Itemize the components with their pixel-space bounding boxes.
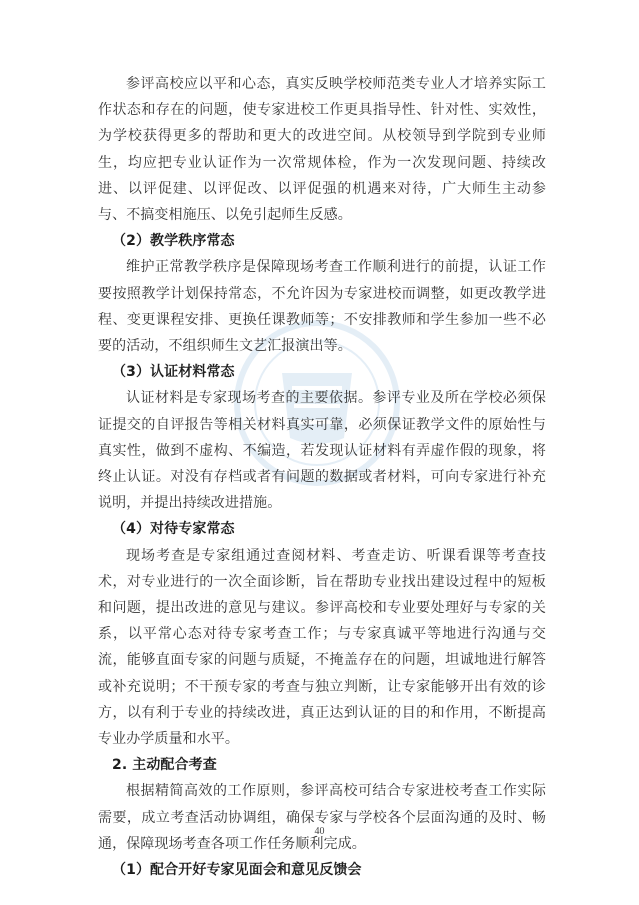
heading-teaching-order: （2）教学秩序常态 — [112, 233, 235, 250]
document-body — [98, 71, 546, 883]
paragraph-mindset: 参评高校应以平和心态，真实反映学校师范类专业人才培养实际工作状态和存在的问题，使专家进校工作更具指导性、针对性、实效性，为学校获得更多的帮助和更大的改进空间。从校领导到学院到专业师生，均应把专业认证作为一次常规体检，作为一次发现问题、持续改进、以评促建、以评促改、以评促强的机遇来对待，广大师生主动参与、不搞变相施压、以免引起师生反感。 — [98, 76, 546, 224]
heading-meeting: （1）配合开好专家见面会和意见反馈会 — [112, 862, 362, 879]
heading-materials: （3）认证材料常态 — [112, 364, 235, 381]
paragraph-teaching-order: 维护正常教学秩序是保障现场考查工作顺利进行的前提，认证工作要按照教学计划保持常态，不允许因为专家进校而调整，如更改教学进程、变更课程安排、更换任课教师等；不安排教师和学生参加一些不必要的活动，不组织师生文艺汇报演出等。 — [98, 259, 546, 355]
heading-experts: （4）对待专家常态 — [112, 521, 235, 538]
paragraph-cooperate: 根据精简高效的工作原则，参评高校可结合专家进校考查工作实际需要，成立考查活动协调组，确保专家与学校各个层面沟通的及时、畅通，保障现场考查各项工作任务顺利完成。 — [98, 783, 546, 852]
paragraph-materials: 认证材料是专家现场考查的主要依据。参评专业及所在学校必须保证提交的自评报告等相关材料真实可靠，必须保证教学文件的原始性与真实性，做到不虚构、不编造，若发现认证材料有弄虚作假的现象，将终止认证。对没有存档或者有问题的数据或者材料，可向专家进行补充说明，并提出持续改进措施。 — [98, 390, 546, 512]
heading-cooperate: 2. 主动配合考查 — [112, 757, 217, 774]
page-number: 40 — [314, 826, 325, 837]
paragraph-experts: 现场考查是专家组通过查阅材料、考查走访、听课看课等考查技术，对专业进行的一次全面诊断，旨在帮助专业找出建设过程中的短板和问题，提出改进的意见与建议。参评高校和专业要处理好与专家的关系，以平常心态对待专家考查工作；与专家真诚平等地进行沟通与交流，能够直面专家的问题与质疑，不掩盖存在的问题，坦诚地进行解答或补充说明；不干预专家的考查与独立判断，让专家能够开出有效的诊方，以有利于专业的持续改进，真正达到认证的目的和作用，不断提高专业办学质量和水平。 — [98, 547, 546, 748]
